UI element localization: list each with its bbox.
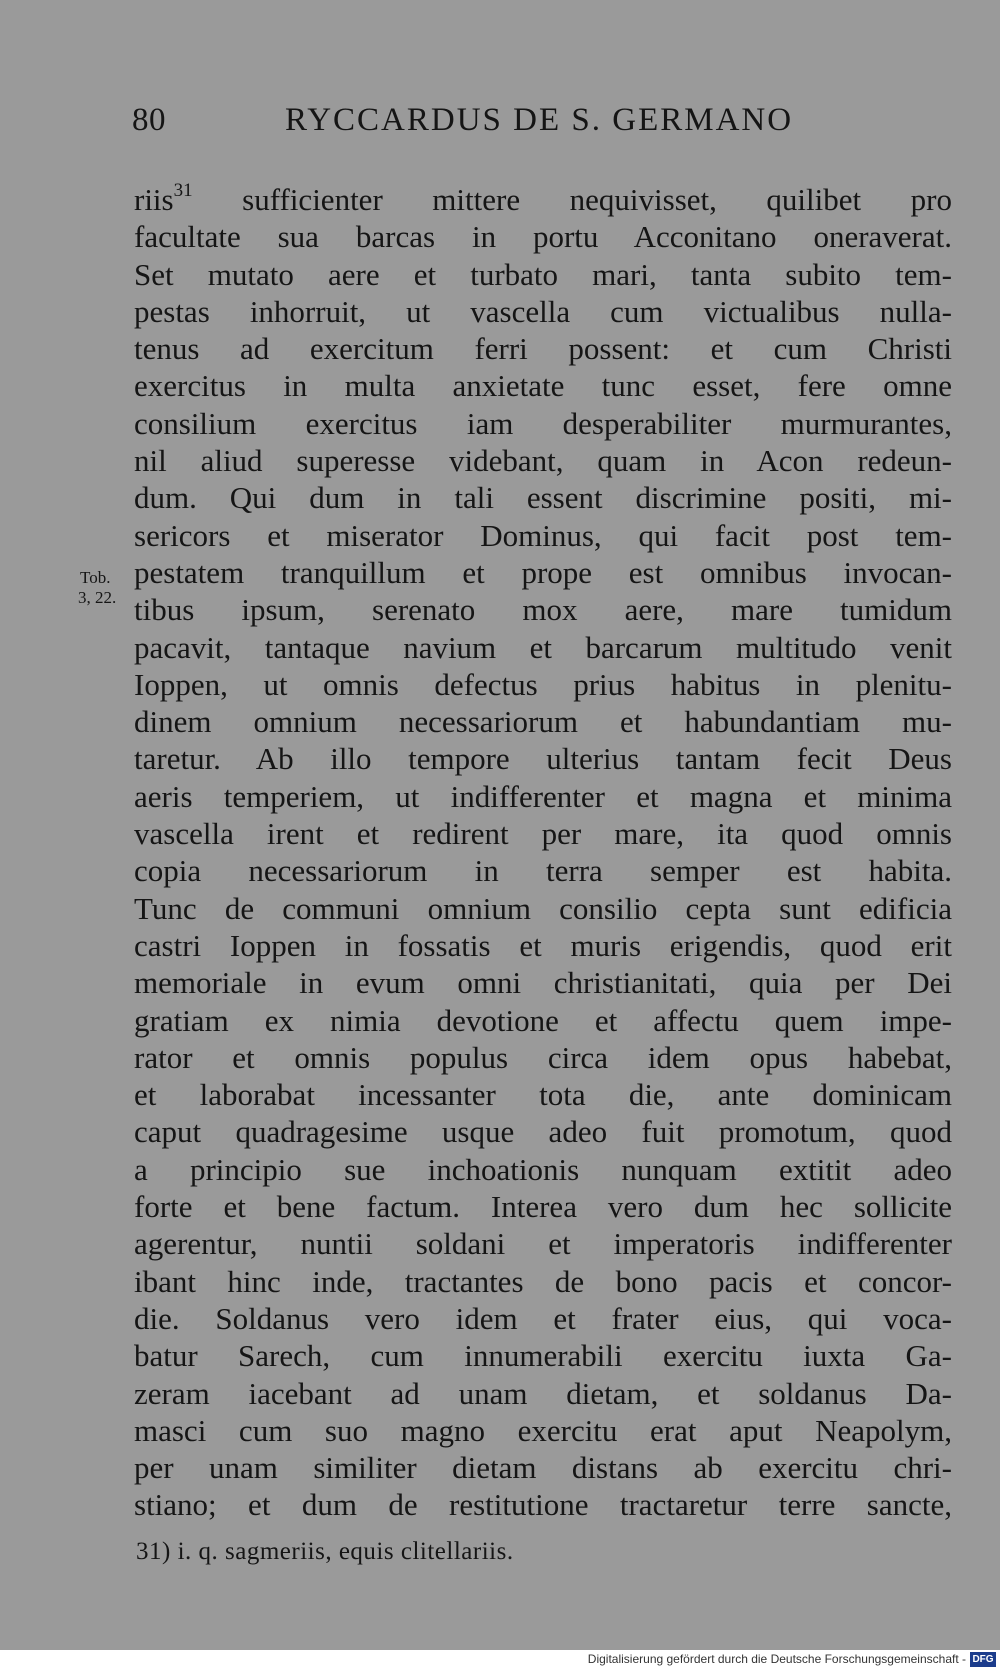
footnote: 31) i. q. sagmeriis, equis clitellariis.	[136, 1538, 514, 1565]
text-line: Ioppen, ut omnis defectus prius habitus in plenitu-	[134, 666, 952, 702]
first-word: riis	[134, 182, 174, 217]
dfg-logo: DFG	[970, 1652, 996, 1667]
text-line: castri Ioppen in fossatis et muris erigendis, quod erit	[134, 927, 952, 963]
text-line: copia necessariorum in terra semper est habita.	[134, 853, 952, 889]
digitization-footer	[0, 1650, 1000, 1671]
body-text	[134, 181, 952, 1524]
margin-reference-book: Tob.	[80, 568, 111, 587]
text-line: per unam similiter dietam distans ab exercitu chri-	[134, 1450, 952, 1486]
text-line: stiano; et dum de restitutione tractaretur terre sancte,	[134, 1487, 952, 1523]
text-line: tibus ipsum, serenato mox aere, mare tumidum	[134, 592, 952, 628]
text-line: Tunc de communi omnium consilio cepta sunt edificia	[134, 890, 952, 926]
text-line: Set mutato aere et turbato mari, tanta subito tem-	[134, 256, 952, 292]
text-line: ibant hinc inde, tractantes de bono pacis et concor-	[134, 1263, 952, 1299]
text-line: tenus ad exercitum ferri possent: et cum Christi	[134, 331, 952, 367]
text-line: pacavit, tantaque navium et barcarum multitudo venit	[134, 629, 952, 665]
text-line: facultate sua barcas in portu Acconitano oneraverat.	[134, 219, 952, 255]
digitization-credit: Digitalisierung gefördert durch die Deutsche Forschungsgemeinschaft -	[587, 1652, 966, 1666]
footnote-marker: 31	[173, 180, 193, 201]
text-line: vascella irent et redirent per mare, ita quod omnis	[134, 816, 952, 852]
text-line: consilium exercitus iam desperabiliter murmurantes,	[134, 405, 952, 441]
text-line: nil aliud superesse videbant, quam in Acon redeun-	[134, 443, 952, 479]
text-line-first	[134, 181, 952, 218]
running-title: RYCCARDUS DE S. GERMANO	[285, 102, 794, 138]
text-line: a principio sue inchoationis nunquam extitit adeo	[134, 1151, 952, 1187]
margin-reference	[78, 568, 134, 608]
page-header	[0, 102, 1000, 152]
text-line: caput quadragesime usque adeo fuit promotum, quod	[134, 1114, 952, 1150]
text-line: agerentur, nuntii soldani et imperatoris indifferenter	[134, 1226, 952, 1262]
text-line: sericors et miserator Dominus, qui facit post tem-	[134, 517, 952, 553]
text-line: batur Sarech, cum innumerabili exercitu iuxta Ga-	[134, 1338, 952, 1374]
margin-reference-verse: 3, 22.	[78, 588, 117, 607]
page-number: 80	[132, 102, 166, 138]
text-line: aeris temperiem, ut indifferenter et magna et minima	[134, 778, 952, 814]
text-line: forte et bene factum. Interea vero dum hec sollicite	[134, 1189, 952, 1225]
text-line: pestas inhorruit, ut vascella cum victualibus nulla-	[134, 293, 952, 329]
text-line: zeram iacebant ad unam dietam, et soldanus Da-	[134, 1375, 952, 1411]
text-line: memoriale in evum omni christianitati, quia per Dei	[134, 965, 952, 1001]
text-line: et laborabat incessanter tota die, ante dominicam	[134, 1077, 952, 1113]
text-line: exercitus in multa anxietate tunc esset, fere omne	[134, 368, 952, 404]
text-line: die. Soldanus vero idem et frater eius, qui voca-	[134, 1300, 952, 1336]
text-line: dum. Qui dum in tali essent discrimine positi, mi-	[134, 480, 952, 516]
text-line: dinem omnium necessariorum et habundantiam mu-	[134, 704, 952, 740]
text-line: pestatem tranquillum et prope est omnibus invocan-	[134, 554, 952, 590]
text-line: taretur. Ab illo tempore ulterius tantam fecit Deus	[134, 741, 952, 777]
text-line: masci cum suo magno exercitu erat aput Neapolym,	[134, 1412, 952, 1448]
first-line-rest: sufficienter mittere nequivisset, quilibet pro	[242, 182, 952, 217]
text-line: rator et omnis populus circa idem opus habebat,	[134, 1039, 952, 1075]
text-line: gratiam ex nimia devotione et affectu quem impe-	[134, 1002, 952, 1038]
